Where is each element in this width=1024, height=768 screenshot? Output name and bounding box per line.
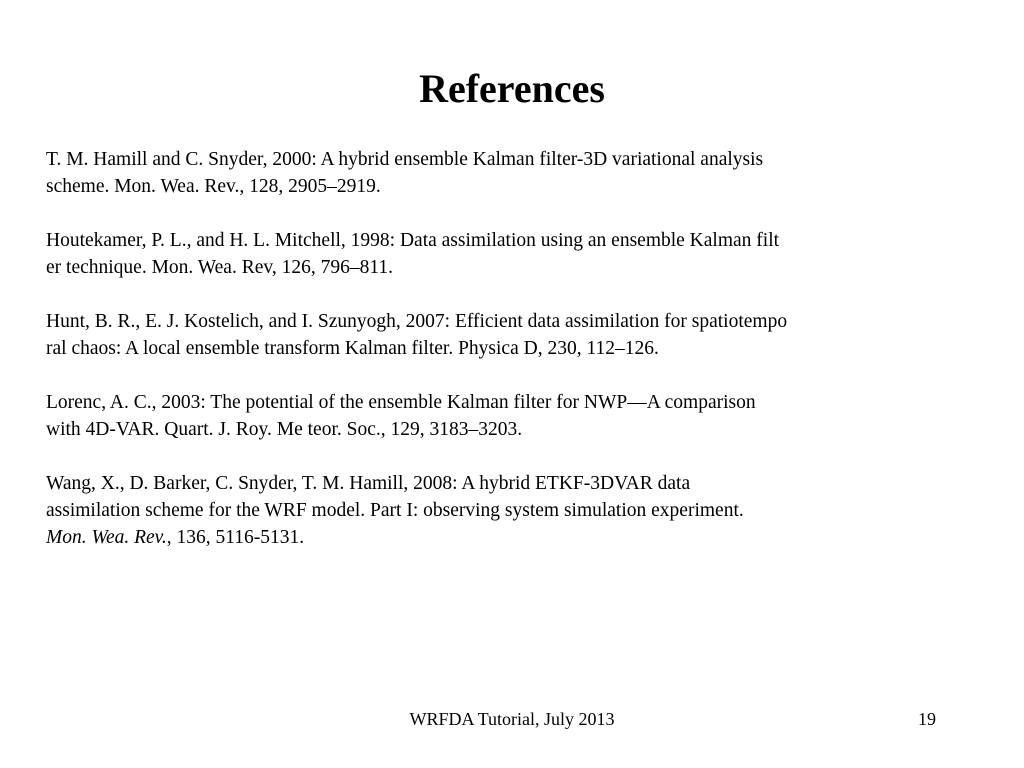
footer-text: WRFDA Tutorial, July 2013 (409, 709, 615, 729)
reference-item-wang-barker (46, 470, 926, 551)
page-number: 19 (918, 709, 936, 729)
reference-line: ral chaos: A local ensemble transform Kalman filter. Physica D, 230, 112–126. (46, 338, 659, 359)
reference-item-houtekamer-mitchell (46, 227, 926, 281)
reference-line: scheme. Mon. Wea. Rev., 128, 2905–2919. (46, 176, 381, 197)
reference-item-lorenc (46, 389, 926, 443)
reference-line (46, 524, 926, 551)
journal-name: Mon. Wea. Rev. (46, 527, 167, 548)
page-title: References (419, 65, 605, 111)
references-list (46, 146, 926, 578)
reference-line: assimilation scheme for the WRF model. Part I: observing system simulation experiment. (46, 500, 744, 521)
reference-item-hamill-snyder (46, 146, 926, 200)
journal-details: , 136, 5116-5131. (166, 527, 305, 548)
reference-item-hunt-kostelich-szunyogh (46, 308, 926, 362)
reference-line: Wang, X., D. Barker, C. Snyder, T. M. Hamill, 2008: A hybrid ETKF-3DVAR data (46, 473, 691, 494)
reference-line: T. M. Hamill and C. Snyder, 2000: A hybrid ensemble Kalman filter-3D variational analysis (46, 149, 764, 170)
reference-line: Hunt, B. R., E. J. Kostelich, and I. Szunyogh, 2007: Efficient data assimilation for spatiotempo (46, 311, 788, 332)
reference-line: Houtekamer, P. L., and H. L. Mitchell, 1998: Data assimilation using an ensemble Kalman filt (46, 230, 780, 251)
reference-line: er technique. Mon. Wea. Rev, 126, 796–811. (46, 257, 394, 278)
reference-line: Lorenc, A. C., 2003: The potential of the ensemble Kalman filter for NWP—A comparison (46, 392, 756, 413)
reference-line: with 4D-VAR. Quart. J. Roy. Me teor. Soc., 129, 3183–3203. (46, 419, 523, 440)
